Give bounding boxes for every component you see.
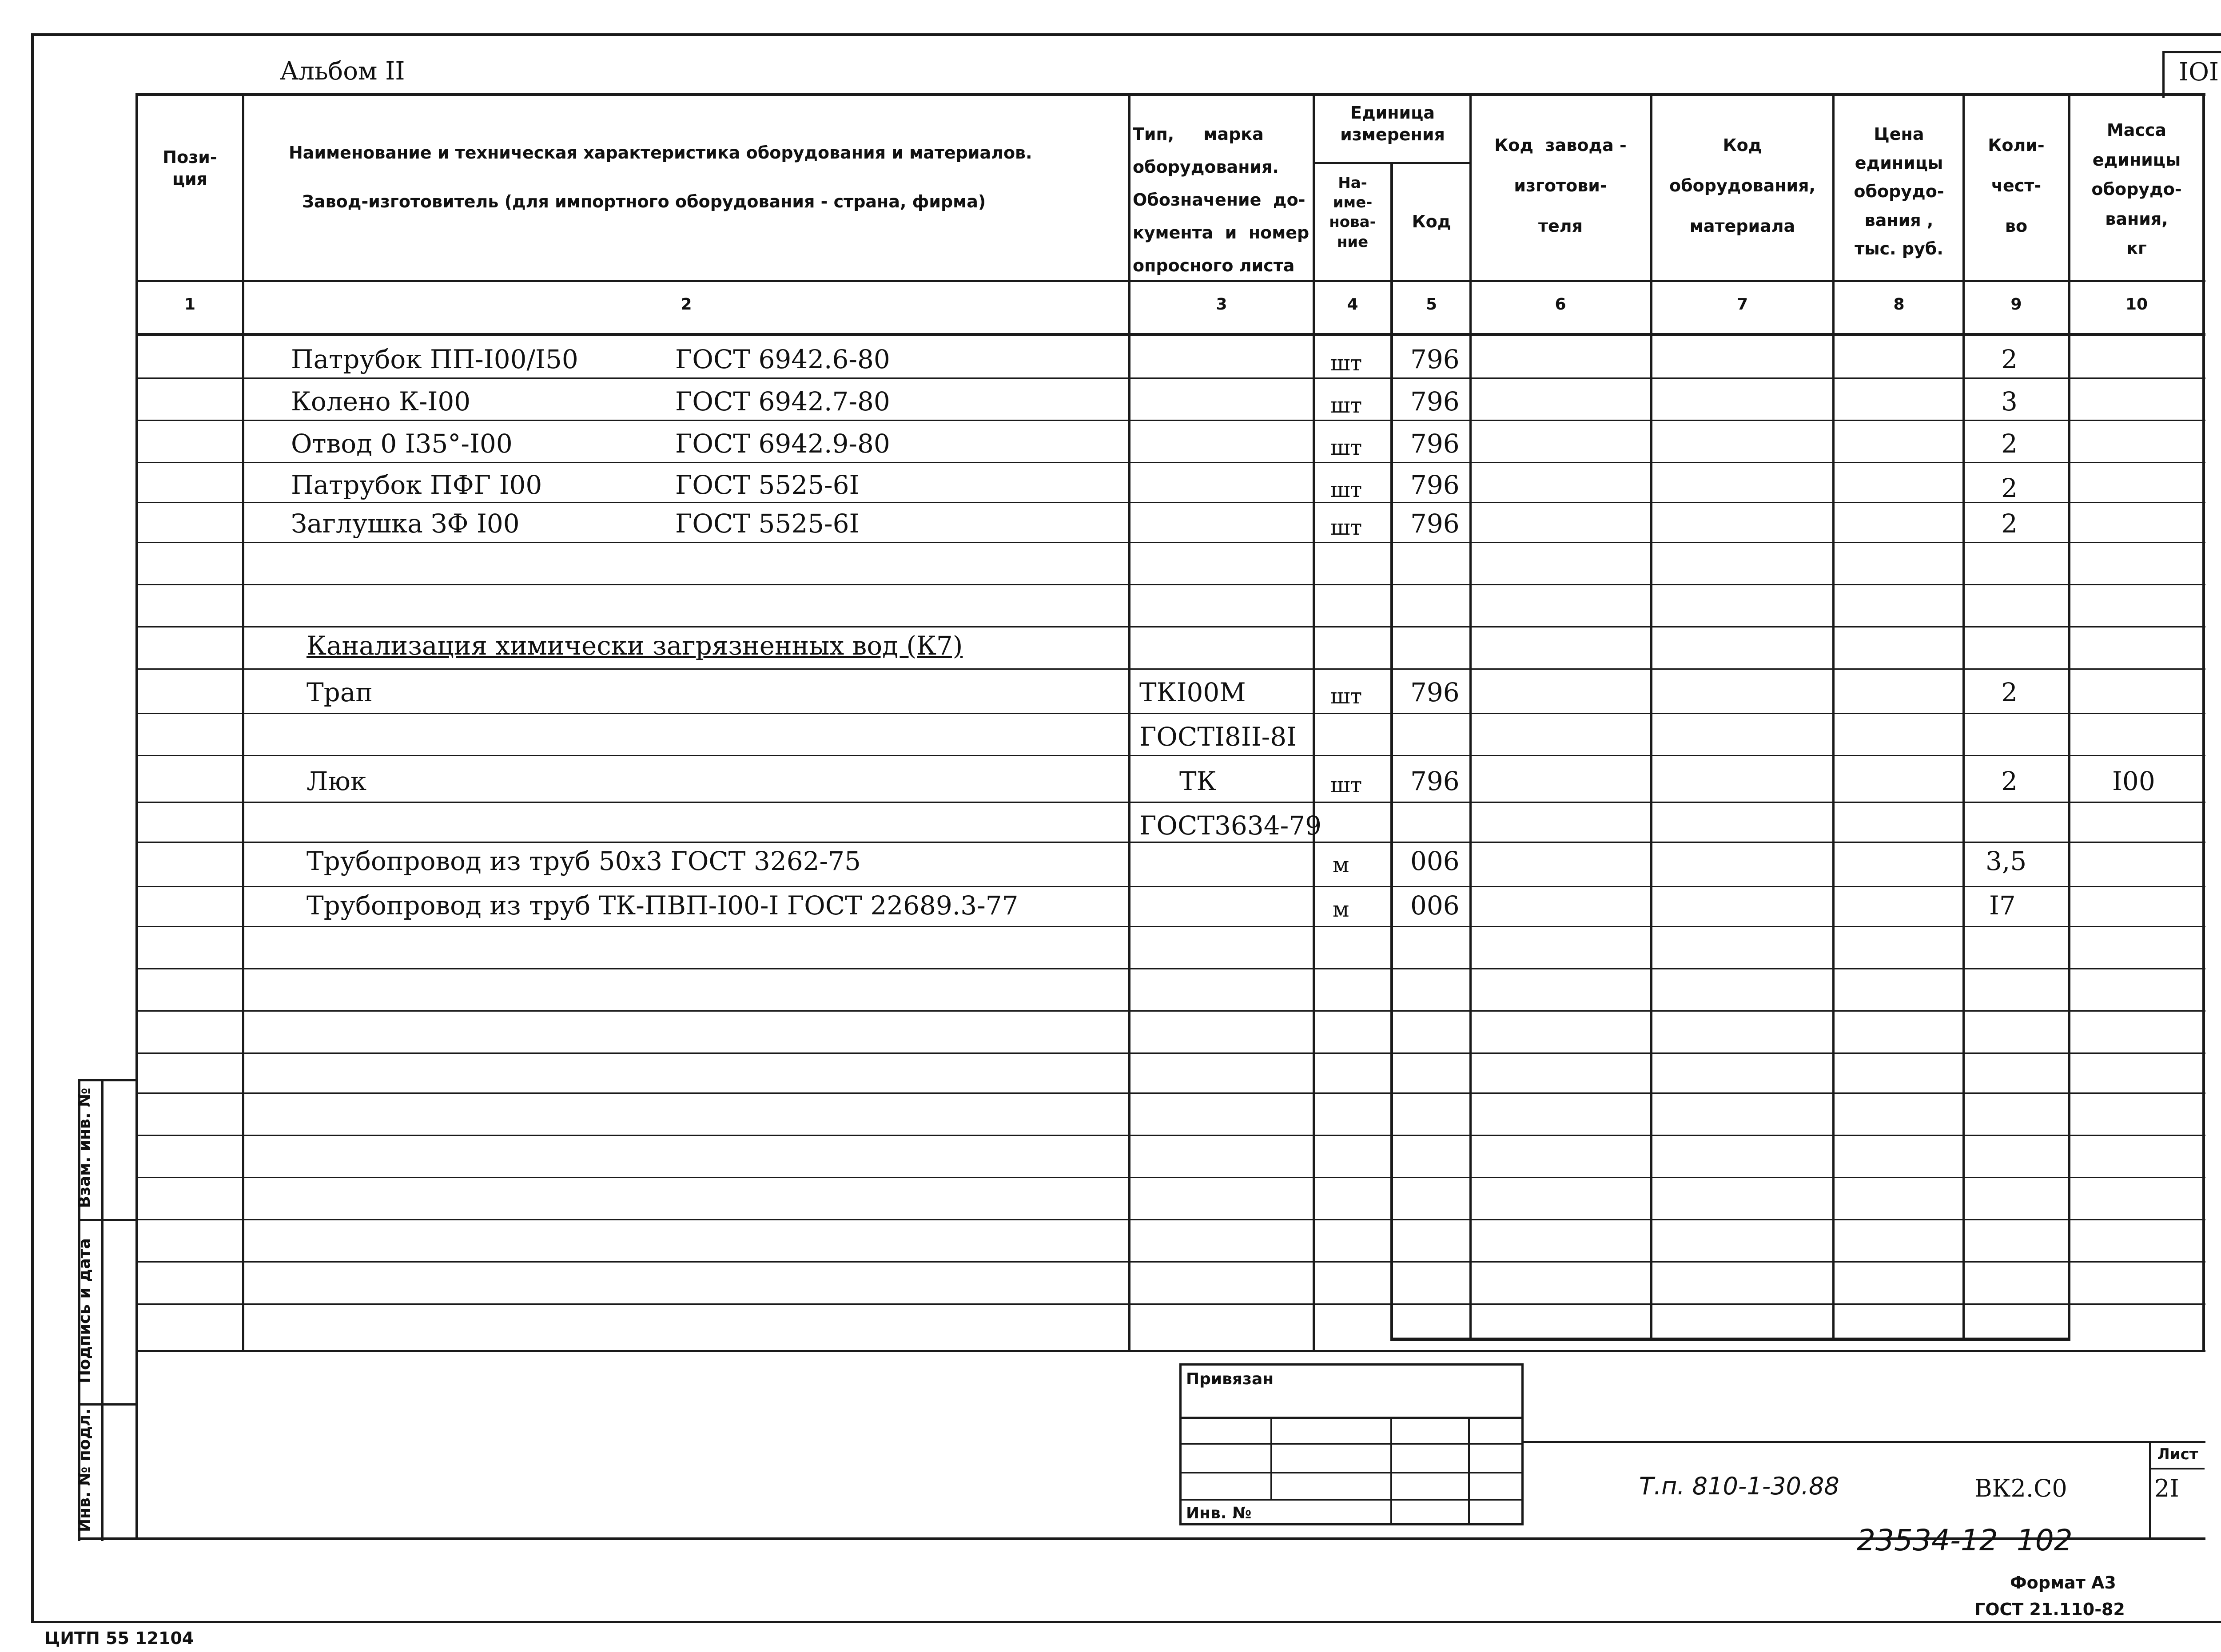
colnum-8: 8 [1893, 295, 1905, 314]
tb-list-vline [2149, 1441, 2151, 1539]
row-line [135, 755, 2205, 756]
row-pipe2-code: 006 [1410, 890, 1460, 921]
row1-std: ГОСТ 6942.6-80 [675, 344, 890, 374]
row-pipe1-name: Трубопровод из труб 50x3 ГОСТ 3262-75 [306, 846, 861, 876]
colnum-5: 5 [1425, 295, 1437, 314]
tb-inv-no: Инв. № [1186, 1504, 1252, 1522]
section-heading: Канализация химически загрязненных вод (К7) [306, 631, 963, 661]
row-line [135, 886, 2205, 887]
colnum-1: 1 [184, 295, 196, 314]
tb-line-1 [1179, 1417, 1524, 1419]
col-line-1 [242, 93, 244, 1352]
row3-unit: шт [1330, 435, 1362, 460]
row-pipe1-qty: 3,5 [1986, 846, 2027, 876]
gost-label: ГОСТ 21.110-82 [1974, 1600, 2125, 1619]
row-line [135, 1052, 2205, 1054]
handwritten-number: 23534-12 102 [1857, 1523, 2073, 1557]
tb-vline-1 [1270, 1417, 1272, 1499]
row-line [135, 377, 2205, 379]
row4-qty: 2 [2001, 473, 2018, 503]
side-stamp-top [78, 1079, 138, 1081]
tb-sheet-code: ВК2.С0 [1974, 1474, 2067, 1502]
tb-list-hline [2149, 1468, 2205, 1469]
row2-qty: 3 [2001, 386, 2018, 417]
page-number: IOI [2179, 58, 2219, 87]
tb-box-top [1179, 1363, 1524, 1366]
row5-unit: шт [1330, 515, 1362, 540]
row5-std: ГОСТ 5525-6I [675, 508, 860, 539]
row-line [135, 668, 2205, 670]
row1-name: Патрубок ПП-I00/I50 [291, 344, 578, 374]
tb-main-top [1521, 1441, 2205, 1443]
header-qty: Коли- чест- во [1988, 135, 2045, 236]
row3-qty: 2 [2001, 429, 2018, 459]
row-line [135, 1135, 2205, 1136]
side-stamp-mid [101, 1079, 103, 1541]
table-top [135, 93, 2205, 96]
row-line [135, 968, 2205, 969]
header-mass: Масса единицы оборудо- вания, кг [2091, 120, 2182, 258]
row-line [135, 713, 2205, 714]
album-title: Альбом II [280, 57, 405, 86]
row-line [135, 626, 2205, 627]
row-trap-name: Трап [306, 677, 373, 707]
tb-privyazan: Привязан [1186, 1370, 1274, 1388]
header-type: Тип, марка оборудования. Обозначение до- кумента и номер опросного листа [1133, 124, 1310, 276]
header-name-line2: Завод-изготовитель (для импортного оборудования - страна, фирма) [302, 192, 986, 211]
row2-unit: шт [1330, 393, 1362, 418]
citp-label: ЦИТП 55 12104 [44, 1628, 194, 1648]
row-line [135, 1010, 2205, 1012]
row3-std: ГОСТ 6942.9-80 [675, 429, 890, 459]
thick-box-bottom [1390, 1338, 2070, 1341]
row5-name: Заглушка ЗФ I00 [291, 508, 520, 539]
row5-code: 796 [1410, 508, 1460, 539]
row-trap-doc: ГОСТI8II-8I [1139, 722, 1297, 752]
row-trap-unit: шт [1330, 684, 1362, 709]
side-stamp-inv: Инв. № подл. [76, 1408, 94, 1532]
row-line [135, 926, 2205, 927]
row-line [135, 542, 2205, 543]
header-price: Цена единицы оборудо- вания , тыс. руб. [1854, 124, 1944, 259]
row-luk-mass: I00 [2112, 766, 2155, 796]
side-stamp-podpis: Подпись и дата [76, 1238, 94, 1383]
col-line-9 [2068, 93, 2070, 1341]
row-trap-code: 796 [1410, 677, 1460, 707]
row4-code: 796 [1410, 470, 1460, 500]
row4-name: Патрубок ПФГ I00 [291, 470, 542, 500]
row1-qty: 2 [2001, 344, 2018, 374]
row-line [135, 1092, 2205, 1094]
table-right [2202, 93, 2205, 1352]
row-pipe1-unit: м [1333, 853, 1349, 878]
row-trap-type: ТКI00М [1139, 677, 1246, 707]
tb-list-number: 2I [2154, 1474, 2179, 1502]
row-pipe1-code: 006 [1410, 846, 1460, 876]
col-line-5 [1469, 93, 1472, 1341]
row-luk-name: Люк [306, 766, 367, 796]
numrow-bottom [135, 333, 2205, 336]
row-luk-code: 796 [1410, 766, 1460, 796]
table-bottom [135, 1350, 2205, 1352]
row-trap-qty: 2 [2001, 677, 2018, 707]
side-stamp-div2 [78, 1403, 138, 1406]
row-luk-type: ТК [1179, 766, 1217, 796]
row-luk-unit: шт [1330, 773, 1362, 798]
row2-std: ГОСТ 6942.7-80 [675, 386, 890, 417]
page-number-box-left [2162, 51, 2165, 98]
unit-subheader-line [1313, 162, 1470, 164]
colnum-4: 4 [1347, 295, 1358, 314]
tb-vline-2 [1390, 1417, 1392, 1525]
colnum-9: 9 [2010, 295, 2022, 314]
colnum-6: 6 [1555, 295, 1566, 314]
col-line-7 [1832, 93, 1835, 1341]
col-line-2 [1128, 93, 1130, 1352]
row-line [135, 842, 2205, 843]
row-line [135, 1261, 2205, 1263]
tb-list-label: Лист [2157, 1446, 2198, 1463]
row5-qty: 2 [2001, 508, 2018, 539]
col-line-4 [1390, 162, 1393, 1341]
row-line [135, 502, 2205, 503]
row2-code: 796 [1410, 386, 1460, 417]
tb-line-4 [1179, 1499, 1524, 1501]
row-luk-qty: 2 [2001, 766, 2018, 796]
row-pipe2-qty: I7 [1989, 890, 2016, 921]
header-unit-code: Код [1412, 212, 1451, 231]
row-line [135, 420, 2205, 421]
col-line-3 [1313, 93, 1315, 1352]
row-line [135, 802, 2205, 803]
row4-unit: шт [1330, 477, 1362, 502]
format-label: Формат А3 [2010, 1573, 2116, 1592]
header-pos: Пози- ция [163, 147, 217, 189]
tb-line-2 [1179, 1443, 1524, 1445]
colnum-2: 2 [681, 295, 692, 314]
col-line-8 [1962, 93, 1965, 1341]
row-line [135, 1303, 2205, 1305]
row1-code: 796 [1410, 344, 1460, 374]
row-line [135, 1177, 2205, 1178]
colnum-7: 7 [1736, 295, 1748, 314]
row-line [135, 1219, 2205, 1220]
row-luk-doc: ГОСТ3634-79 [1139, 810, 1322, 841]
header-plant-code: Код завода - изготови- теля [1494, 135, 1627, 236]
colnum-3: 3 [1216, 295, 1227, 314]
colnum-10: 10 [2125, 295, 2148, 314]
row4-std: ГОСТ 5525-6I [675, 470, 860, 500]
row-line [135, 462, 2205, 463]
row-pipe2-unit: м [1333, 897, 1349, 922]
row2-name: Колено К-I00 [291, 386, 471, 417]
side-stamp-vzam: Взам. инв. № [76, 1088, 94, 1208]
row-pipe2-name: Трубопровод из труб ТК-ПВП-I00-I ГОСТ 22689.3-77 [306, 890, 1019, 921]
page-number-box-top [2162, 51, 2221, 53]
row-line [135, 584, 2205, 585]
header-name-line1: Наименование и техническая характеристика оборудования и материалов. [289, 143, 1032, 163]
outer-frame-bottom [31, 1621, 2221, 1623]
header-unit-name: На- име- нова- ние [1329, 174, 1376, 251]
row1-unit: шт [1330, 351, 1362, 376]
outer-frame-left [31, 33, 34, 1623]
tb-line-3 [1179, 1472, 1524, 1473]
header-unit: Единица измерения [1340, 103, 1445, 145]
header-equip-code: Код оборудования, материала [1669, 135, 1815, 236]
tb-project: Т.п. 810-1-30.88 [1639, 1472, 1839, 1500]
row3-name: Отвод 0 I35°-I00 [291, 429, 513, 459]
col-line-6 [1650, 93, 1652, 1341]
side-stamp-div1 [78, 1219, 138, 1221]
outer-frame-top [31, 33, 2221, 36]
row3-code: 796 [1410, 429, 1460, 459]
tb-vline-3 [1468, 1417, 1470, 1525]
